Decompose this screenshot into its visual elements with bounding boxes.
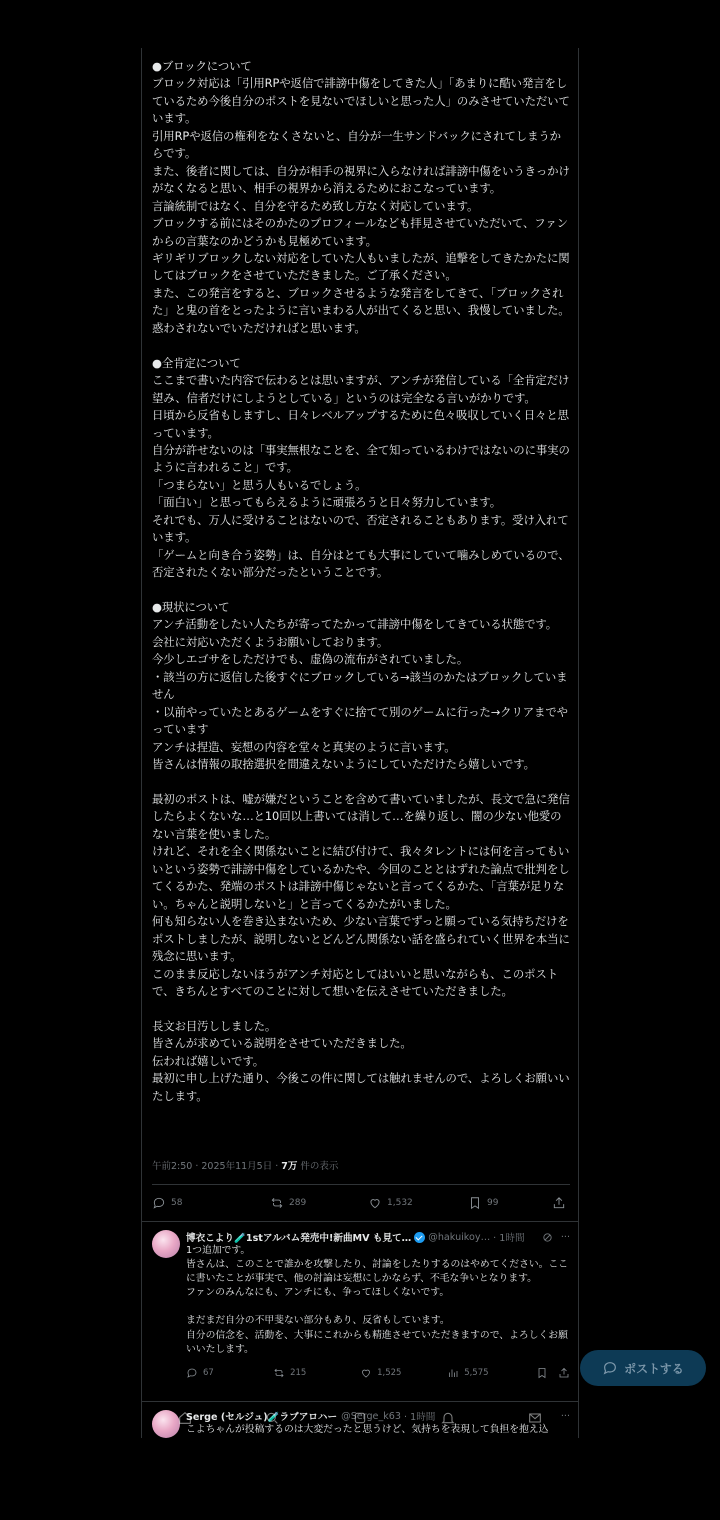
compose-icon: [602, 1360, 618, 1376]
reply-header: [186, 1230, 570, 1244]
like-button[interactable]: 1,532: [368, 1196, 468, 1210]
text-paragraph: 「つまらない」と思う人もいるでしょう。: [152, 477, 367, 492]
blank-line: [152, 1000, 570, 1017]
text-paragraph: 「ゲームと向き合う姿勢」は、自分はとても大事にしていて噛みしめているので、否定されたくない部分だったということです。: [152, 547, 570, 580]
text-paragraph: 惑わされないでいただければと思います。: [152, 320, 366, 335]
text-paragraph: 最初に申し上げた通り、今後この件に関しては触れませんので、よろしくお願いいたします。: [152, 1071, 570, 1103]
reply-author-handle[interactable]: @hakuikoy…: [428, 1231, 491, 1243]
repost-icon: [270, 1196, 284, 1210]
text-paragraph: まだまだ自分の不甲斐ない部分もあり、反省もしています。: [186, 1315, 450, 1327]
more-icon[interactable]: ···: [560, 1231, 570, 1243]
text-paragraph: 自分が許せないのは「事実無根なことを、全て知っているわけではないのに事実のように言われること」です。: [152, 442, 570, 475]
reply-icon: [186, 1367, 198, 1379]
share-icon: [558, 1367, 570, 1379]
text-paragraph: 「面白い」と思ってもらえるように頑張ろうと日々努力しています。: [152, 495, 502, 510]
like-button[interactable]: 1,525: [360, 1367, 447, 1379]
text-paragraph: ●全肯定について: [152, 355, 241, 370]
text-paragraph: 言論統制ではなく、自分を守るため致し方なく対応しています。: [152, 198, 479, 213]
bookmark-button[interactable]: 99: [468, 1196, 552, 1210]
compose-post-button[interactable]: ポストする: [580, 1350, 706, 1386]
reply-time[interactable]: · 1時間: [493, 1233, 525, 1244]
text-paragraph: ファンのみんなにも、アンチにも、争ってほしくないです。: [186, 1287, 450, 1299]
text-paragraph: ここまで書いた内容で伝わるとは思いますが、アンチが発信している「全肯定だけ望み、信者だけにしようとしている」というのは完全なる言いがかりです。: [152, 373, 570, 405]
text-paragraph: ・以前やっていたとあるゲームをすぐに捨てて別のゲームに行った→クリアまでやっています: [152, 704, 568, 737]
home-icon[interactable]: [177, 1410, 193, 1426]
text-paragraph: ●現状について: [152, 600, 230, 615]
more-icon[interactable]: ···: [560, 1410, 570, 1422]
text-paragraph: それでも、万人に受けることはないので、否定されることもあります。受け入れています。: [152, 512, 569, 545]
reply-time[interactable]: · 1時間: [404, 1412, 436, 1423]
verified-badge-icon: [414, 1232, 425, 1243]
reply-author-name[interactable]: 博衣こより🧪1stアルバム発売中!新曲MV も見て…: [186, 1233, 412, 1244]
share-button[interactable]: [558, 1367, 570, 1379]
text-paragraph: 1つ追加です。: [186, 1245, 251, 1256]
heart-icon: [368, 1196, 382, 1210]
share-button[interactable]: [552, 1196, 566, 1210]
text-paragraph: 皆さんが求めている説明をさせていただきました。: [152, 1036, 412, 1051]
heart-icon: [360, 1367, 372, 1379]
text-paragraph: 皆さんは、このことで誰かを攻撃したり、討論をしたりするのはやめてください。ここに書いたことが事実で、他の討論は妄想にしかならず、不毛な争いとなります。: [186, 1259, 569, 1285]
reply-button[interactable]: 67: [186, 1367, 273, 1379]
text-paragraph: 伝われば嬉しいです。: [152, 1053, 264, 1068]
text-paragraph: ・該当の方に返信した後すぐにブロックしている→該当のかたはブロックしていません: [152, 669, 568, 702]
post-timestamp[interactable]: 午前2:50 · 2025年11月5日 ·: [152, 1161, 282, 1172]
reply-button[interactable]: 58: [152, 1196, 270, 1210]
text-paragraph: このまま反応しないほうがアンチ対応としてはいいと思いながらも、このポストで、きちんとすべてのことに対して想いを伝えさせていただきました。: [152, 966, 559, 998]
bottom-navigation: [141, 1400, 579, 1436]
reply-author-name[interactable]: Serge (セルジュ)🧪ラブアロハー: [186, 1412, 338, 1423]
text-paragraph: 皆さんは情報の取捨選択を間違えないようにしていただけたら嬉しいです。: [152, 757, 535, 772]
text-paragraph: 引用RPや返信の権利をなくさないと、自分が一生サンドバックにされてしまうからです。: [152, 128, 561, 161]
views-button[interactable]: 5,575: [447, 1367, 536, 1379]
post-meta: [152, 1158, 338, 1172]
messages-icon[interactable]: [527, 1410, 543, 1426]
blank-line: [186, 1300, 570, 1314]
text-paragraph: また、後者に関しては、自分が相手の視界に入らなければ誹謗中傷をいうきっかけがなくなると思い、相手の視界から消えるためにおこなっています。: [152, 163, 570, 196]
post-text: [152, 58, 570, 1105]
text-paragraph: アンチ活動をしたい人たちが寄ってたかって誹謗中傷をしてきている状態です。: [152, 617, 558, 632]
text-paragraph: 日頃から反省もしますし、日々レベルアップするために色々吸収していく日々と思っています。: [152, 408, 569, 440]
grok-icon[interactable]: [352, 1410, 368, 1426]
reply-icon: [152, 1196, 166, 1210]
text-paragraph: ブロックする前にはそのかたのプロフィールなども拝見させていただいて、ファンからの言葉なのかどうかも見極めています。: [152, 216, 568, 248]
blank-line: [152, 582, 570, 599]
reply-author-handle[interactable]: @Serge_k63: [341, 1410, 402, 1422]
chart-icon: [447, 1367, 459, 1379]
repost-button[interactable]: 289: [270, 1196, 368, 1210]
text-paragraph: ブロック対応は「引用RPや返信で誹謗中傷をしてきた人」「あまりに酷い発言をしているため今後自分のポストを見ないでほしいと思った人」のみさせていただいています。: [152, 76, 570, 126]
text-paragraph: ギリギリブロックしない対応をしていた人もいましたが、追撃をしてきたかたに関してはブロックをさせていただきました。ご了承ください。: [152, 250, 570, 283]
reply-actions: [186, 1365, 570, 1381]
bookmark-icon: [468, 1196, 482, 1210]
text-paragraph: けれど、それを全く関係ないことに結び付けて、我々タレントには何を言ってもいいという姿勢で誹謗中傷をしているかたや、今回のこととはずれた論点で批判をしてくるかた、発端のポストは誹謗中傷じゃないと言ってくるかた、「言葉が足りない。ちゃんと説明しないと」と言ってくるかたがいました。: [152, 844, 570, 911]
blank-line: [152, 774, 570, 791]
post-actions: [152, 1192, 570, 1214]
reply-text: [186, 1244, 570, 1357]
reply-post[interactable]: [142, 1221, 579, 1401]
repost-icon: [273, 1367, 285, 1379]
text-paragraph: アンチは捏造、妄想の内容を堂々と真実のように言います。: [152, 739, 456, 754]
blank-line: [152, 337, 570, 354]
avatar[interactable]: [152, 1230, 180, 1258]
bookmark-button[interactable]: [536, 1367, 558, 1379]
share-icon: [552, 1196, 566, 1210]
text-paragraph: ●ブロックについて: [152, 59, 252, 73]
search-icon[interactable]: [264, 1410, 280, 1426]
bookmark-icon: [536, 1367, 548, 1379]
text-paragraph: 最初のポストは、嘘が嫌だということを含めて書いていましたが、長文で急に発信したらよくないな…と10回以上書いては消して…を繰り返し、闇の少ない他愛のない言葉を使いました。: [152, 791, 570, 841]
repost-button[interactable]: 215: [273, 1367, 360, 1379]
divider: [152, 1184, 570, 1185]
view-count: 7万: [281, 1161, 298, 1172]
timeline-column: [141, 48, 579, 1438]
text-paragraph: 自分の信念を、活動を、大事にこれからも精進させていただきますので、よろしくお願いいたします。: [186, 1329, 568, 1355]
notification-bell-icon[interactable]: [440, 1410, 456, 1426]
text-paragraph: こよちゃんが投稿するのは大変だったと思うけど、気持ちを表現して負担を抱え込: [186, 1424, 549, 1435]
text-paragraph: 長文お目汚ししました。: [152, 1018, 277, 1033]
view-count-label: 件の表示: [297, 1161, 339, 1172]
text-paragraph: また、この発言をすると、ブロックさせるような発言をしてきて、「ブロックされた」と鬼の首をとったように言いまわる人が出てくると思い、我慢していました。: [152, 285, 570, 318]
grok-icon[interactable]: [542, 1232, 553, 1243]
text-paragraph: 何も知らない人を巻き込まないため、少ない言葉でずっと願っている気持ちだけをポストしましたが、説明しないとどんどん関係ない話を盛られていく世界を本当に残念に思います。: [152, 914, 570, 964]
text-paragraph: 今少しエゴサをしただけでも、虚偽の流布がされていました。: [152, 652, 469, 667]
text-paragraph: 会社に対応いただくようお願いしております。: [152, 634, 389, 649]
